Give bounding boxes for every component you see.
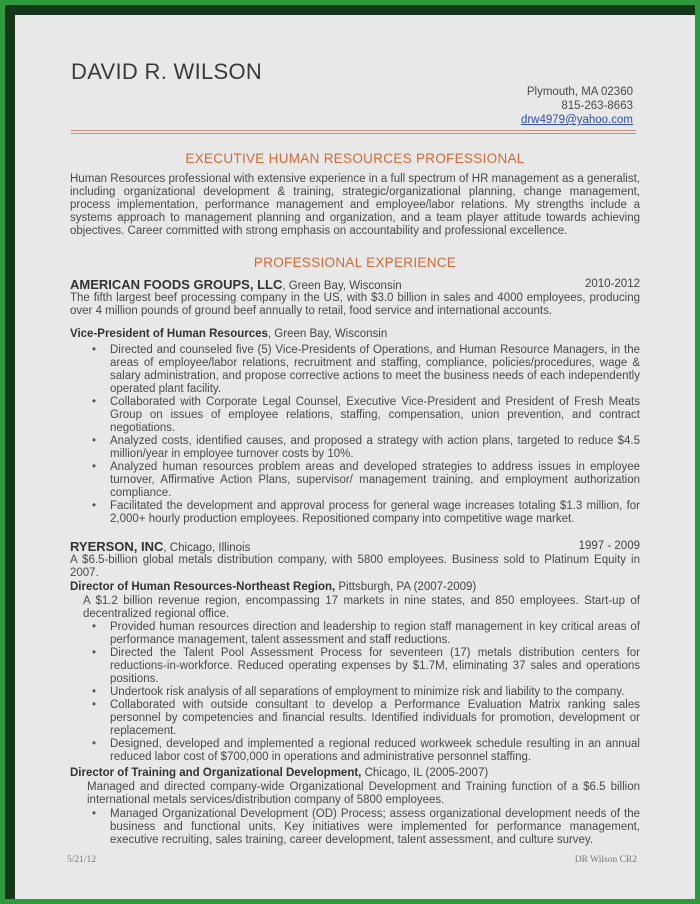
role-intro: Managed and directed company-wide Organizational Development and Training function of a $6.5 billion international metals services/distribution company of 5800 employees. xyxy=(87,781,640,806)
bullet-item: • Directed the Talent Pool Assessment Process for seventeen (17) metals distribution centers for reductions-in-workforce. Reduced operating expenses by $1.7M, eliminating 37 sales and operations positions. xyxy=(110,647,640,686)
role-location: , Green Bay, Wisconsin xyxy=(267,328,388,340)
candidate-name: DAVID R. WILSON xyxy=(71,59,263,84)
footer-date: 5/21/12 xyxy=(67,855,97,865)
bullet-item: • Collaborated with Corporate Legal Counsel, Executive Vice-President and President of Fresh Meats Group on issues of employee relations, staffing, compensation, union prevention, and contract negotiations. xyxy=(110,396,640,435)
contact-email-link[interactable]: drw4979@yahoo.com xyxy=(520,114,633,126)
bullet-item: • Undertook risk analysis of all separations of employment to minimize risk and liability to the company. xyxy=(110,686,640,699)
bullet-item: • Analyzed human resources problem areas and developed strategies to address issues in employee turnover, Affirmative Action Plans, supervisor/ management training, and employment authorization compliance. xyxy=(110,461,640,500)
role-header xyxy=(70,767,640,779)
company-dates: 2010-2012 xyxy=(585,278,640,290)
company-name: AMERICAN FOODS GROUPS, LLC xyxy=(70,277,283,292)
bullet-item: • Analyzed costs, identified causes, and proposed a strategy with action plans, targeted to reduce $4.5 million/year in employee turnover costs by 10%. xyxy=(110,435,640,461)
contact-block xyxy=(521,85,633,127)
outer-frame xyxy=(5,5,695,899)
role-location: Chicago, IL (2005-2007) xyxy=(361,767,489,779)
company-dates: 1997 - 2009 xyxy=(578,540,640,552)
role-header xyxy=(70,328,640,340)
role-location: Pittsburgh, PA (2007-2009) xyxy=(335,581,477,593)
bullet-list xyxy=(110,344,640,526)
company-header-american-foods xyxy=(70,277,640,292)
company-location: , Green Bay, Wisconsin xyxy=(282,280,402,292)
header-divider xyxy=(71,130,636,134)
bullet-list xyxy=(110,621,640,764)
bullet-item: • Designed, developed and implemented a regional reduced workweek schedule resulting in an annual reduced labor cost of $700,000 in operations and administrative personnel staffing. xyxy=(110,738,640,764)
summary-paragraph: Human Resources professional with extensive experience in a full spectrum of HR management as a generalist, including organizational development & training, strategic/organizational planning, change management, process implementation, performance management and employee/labor relations. My strengths include a systems approach to management planning and organization, and a team player attitude towards achieving objectives. Career committed with strong emphasis on accountability and professional excellence. xyxy=(70,173,640,237)
role-title: Director of Training and Organizational Development, xyxy=(70,767,362,779)
footer-document-code: DR Wilson CR2 xyxy=(574,855,637,865)
contact-city: Plymouth, MA 02360 xyxy=(526,86,633,98)
role-header xyxy=(70,581,640,593)
resume-page xyxy=(15,15,695,899)
bullet-item: • Facilitated the development and approval process for general wage increases totaling $1.3 million, for 2,000+ hourly production employees. Repositioned company into competitive wage market. xyxy=(110,500,640,526)
company-name: RYERSON, INC xyxy=(70,539,164,554)
experience-heading: PROFESSIONAL EXPERIENCE xyxy=(253,255,457,270)
headline: EXECUTIVE HUMAN RESOURCES PROFESSIONAL xyxy=(185,151,525,166)
role-title: Director of Human Resources-Northeast Region, xyxy=(70,581,336,593)
bullet-item: • Provided human resources direction and leadership to region staff management in key critical areas of performance management, talent assessment and staff reductions. xyxy=(110,621,640,647)
company-description: A $6.5-billion global metals distribution company, with 5800 employees. Business sold to Platinum Equity in 2007. xyxy=(70,554,640,579)
bullet-item: • Directed and counseled five (5) Vice-Presidents of Operations, and Human Resource Managers, in the areas of employee/labor relations, recruitment and staffing, compliance, policies/procedures, wage & salary administration, and propose corrective actions to meet the business needs of each independently operated plant facility. xyxy=(110,344,640,396)
company-location: , Chicago, Illinois xyxy=(163,542,251,554)
bullet-item: • Collaborated with outside consultant to develop a Performance Evaluation Matrix ranking sales personnel by competencies and financial results. Identified individuals for promotion, development or replacement. xyxy=(110,699,640,738)
contact-phone: 815-263-8663 xyxy=(561,100,633,112)
role-title: Vice-President of Human Resources xyxy=(70,328,268,340)
role-intro: A $1.2 billion revenue region, encompassing 17 markets in nine states, and 850 employees. Start-up of decentralized regional office. xyxy=(83,595,640,620)
bullet-item: • Managed Organizational Development (OD) Process; assess organizational development needs of the business and functional units. Key initiatives were implemented for performance management, executive recruiting, sales training, career development, talent assessment, and culture survey. xyxy=(110,808,640,847)
company-header-ryerson xyxy=(70,539,640,554)
company-description: The fifth largest beef processing company in the US, with $3.0 billion in sales and 4000 employees, producing over 4 million pounds of ground beef annually to retail, food service and international accounts. xyxy=(70,292,640,317)
bullet-list xyxy=(110,808,640,847)
